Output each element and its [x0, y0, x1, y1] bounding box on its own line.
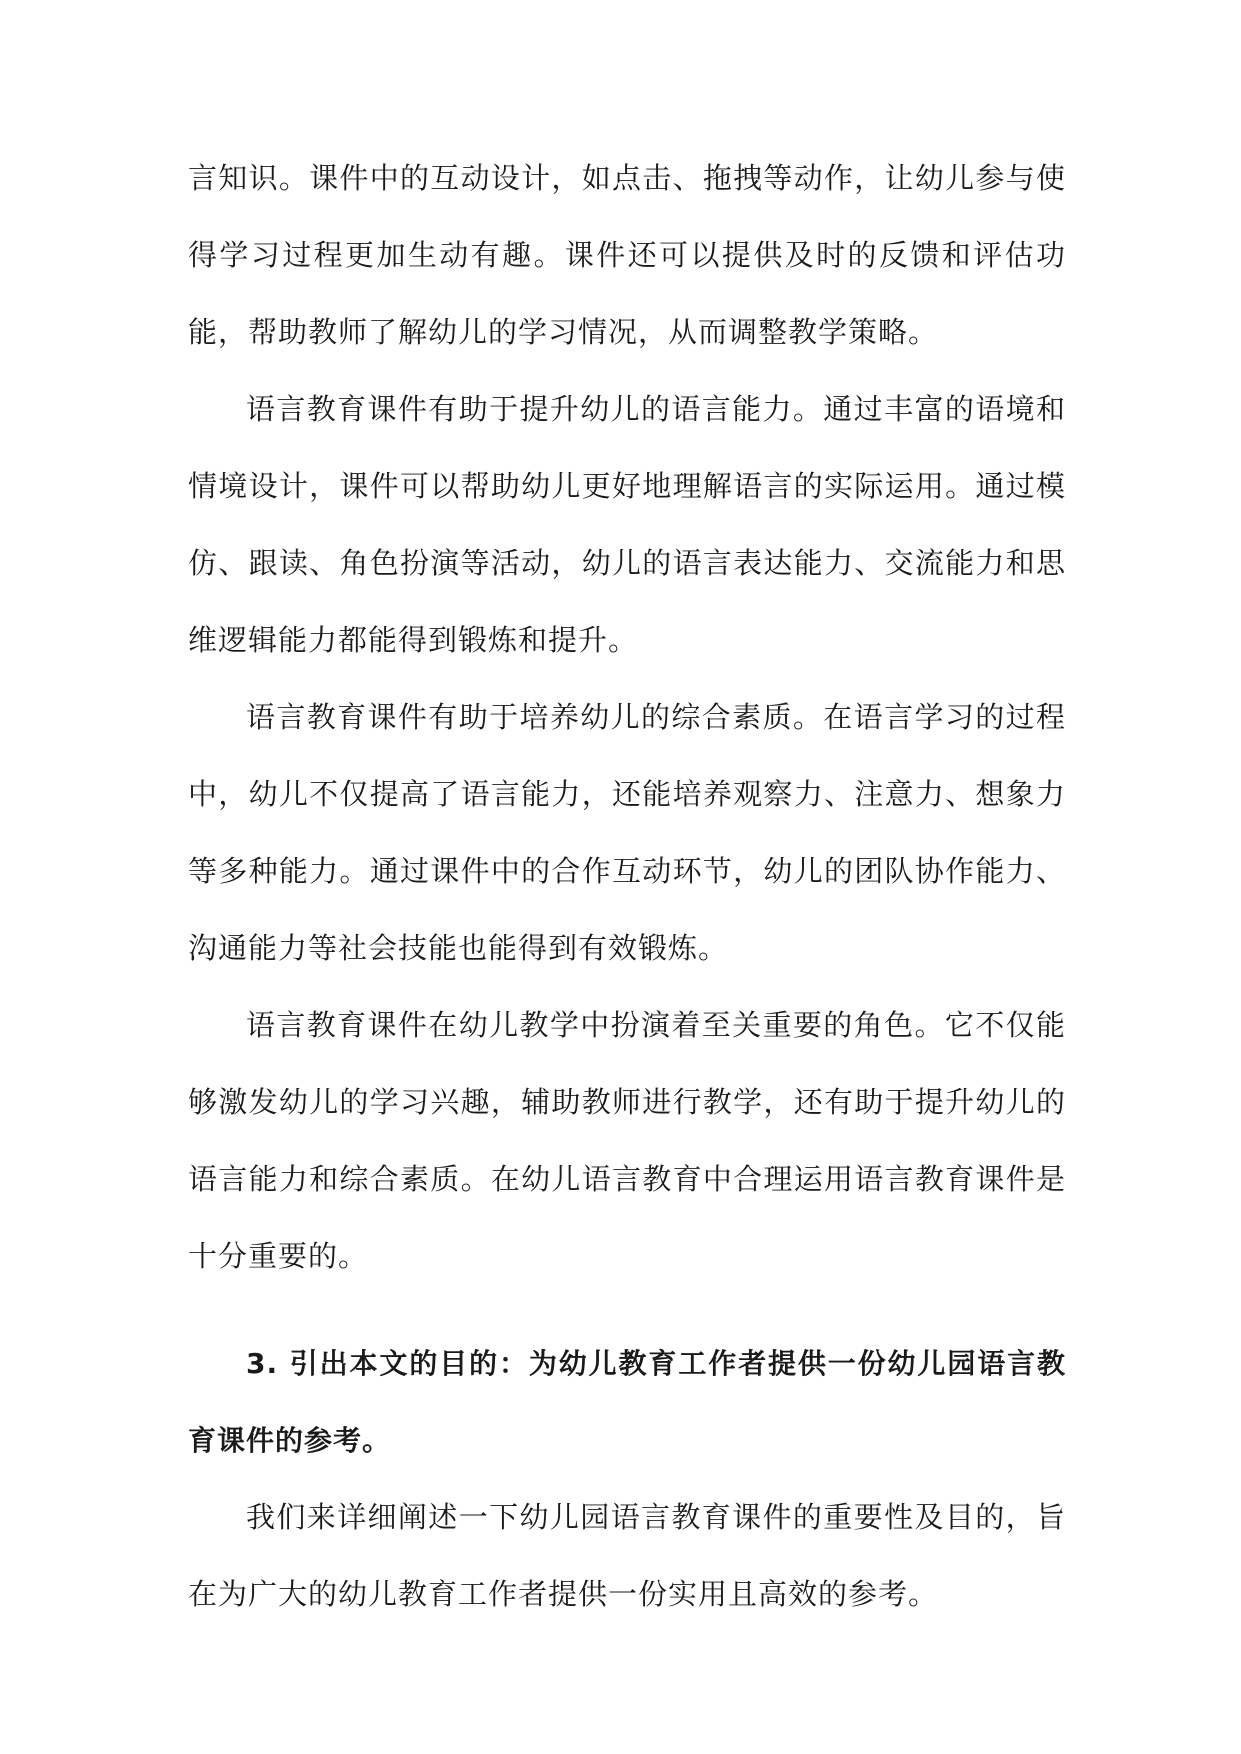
paragraph-purpose: 我们来详细阐述一下幼儿园语言教育课件的重要性及目的，旨在为广大的幼儿教育工作者提供一份实用且高效的参考。 — [188, 1500, 1066, 1611]
paragraph-conclusion: 语言教育课件在幼儿教学中扮演着至关重要的角色。它不仅能够激发幼儿的学习兴趣，辅助教师进行教学，还有助于提升幼儿的语言能力和综合素质。在幼儿语言教育中合理运用语言教育课件是十分重要的。 — [188, 1008, 1066, 1273]
paragraph-language-ability: 语言教育课件有助于提升幼儿的语言能力。通过丰富的语境和情境设计，课件可以帮助幼儿更好地理解语言的实际运用。通过模仿、跟读、角色扮演等活动，幼儿的语言表达能力、交流能力和思维逻辑能力都能得到锻炼和提升。 — [188, 392, 1066, 657]
paragraph-continuation: 言知识。课件中的互动设计，如点击、拖拽等动作，让幼儿参与使得学习过程更加生动有趣。课件还可以提供及时的反馈和评估功能，帮助教师了解幼儿的学习情况，从而调整教学策略。 — [188, 161, 1066, 349]
document-body — [188, 140, 1066, 1633]
section-heading: 3. 引出本文的目的：为幼儿教育工作者提供一份幼儿园语言教育课件的参考。 — [188, 1347, 1066, 1457]
paragraph-comprehensive-quality: 语言教育课件有助于培养幼儿的综合素质。在语言学习的过程中，幼儿不仅提高了语言能力，还能培养观察力、注意力、想象力等多种能力。通过课件中的合作互动环节，幼儿的团队协作能力、沟通能力等社会技能也能得到有效锻炼。 — [188, 700, 1066, 965]
